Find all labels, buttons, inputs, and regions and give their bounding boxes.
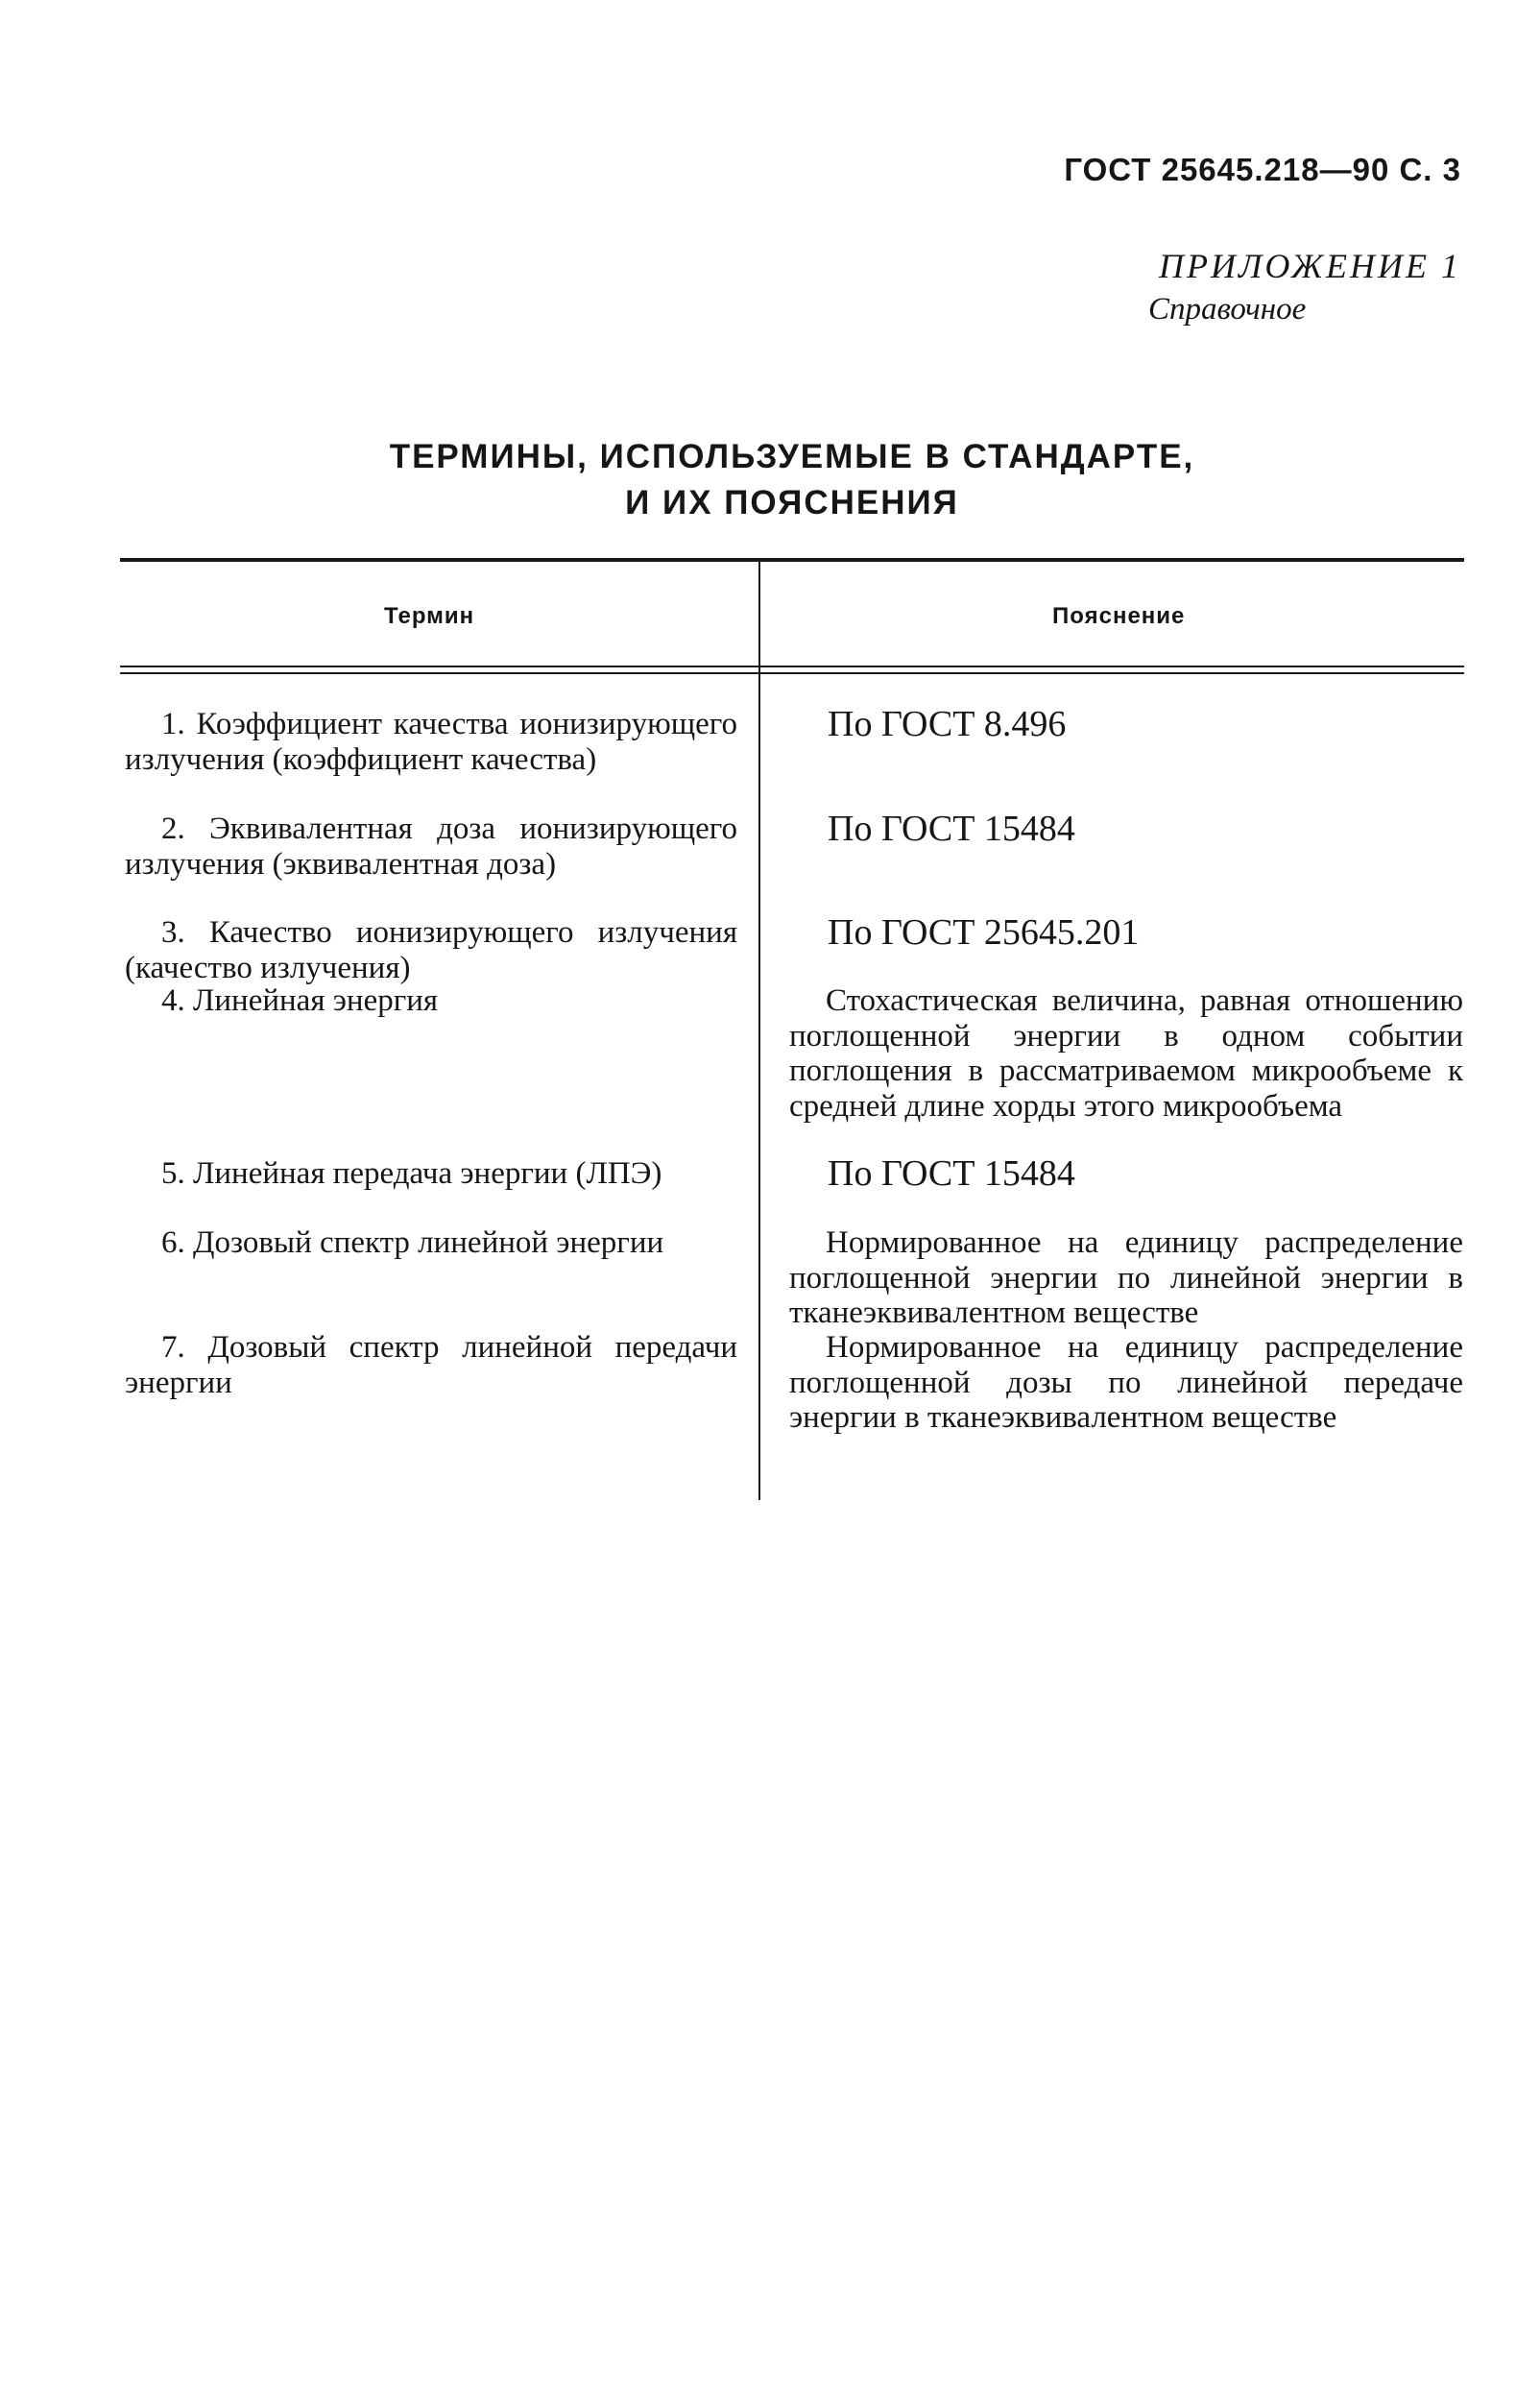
document-title-line-2: И ИХ ПОЯСНЕНИЯ [625,484,959,521]
table-row-explanation: Нормированное на единицу распределение поглощенной энергии по линейной энергии в тканеэквивалентном веществе [789,1225,1463,1330]
table-row-explanation: По ГОСТ 15484 [828,809,1075,849]
table-row-explanation: Стохастическая величина, равная отношению поглощенной энергии в одном событии поглощения в рассматриваемом микрообъеме к средней длине хорды этого микрообъема [789,983,1463,1124]
table-row-term: 3. Качество ионизирующего излучения (качество излучения) [125,915,737,985]
table-row-explanation: По ГОСТ 8.496 [828,704,1067,744]
table-row-explanation: Нормированное на единицу распределение поглощенной дозы по линейной передаче энергии в тканеэквивалентном веществе [789,1330,1463,1435]
header-rule-1 [120,666,1464,667]
document-title [120,434,1464,526]
table-row-explanation: По ГОСТ 25645.201 [828,912,1140,953]
header-rule-2 [120,672,1464,674]
table-row-explanation: По ГОСТ 15484 [828,1153,1075,1194]
table-row-term: 7. Дозовый спектр линейной передачи энергии [125,1330,737,1400]
table-top-rule [120,558,1464,562]
table-row-term: 1. Коэффициент качества ионизирующего излучения (коэффициент качества) [125,707,737,777]
appendix-subtitle: Справочное [1148,292,1307,327]
column-header-term: Термин [384,603,475,629]
table-row-term: 5. Линейная передача энергии (ЛПЭ) [161,1156,662,1191]
page-header-code: ГОСТ 25645.218—90 С. 3 [1064,152,1461,187]
table-column-divider [758,562,760,1500]
column-header-explanation: Пояснение [1052,603,1186,629]
table-row-term: 6. Дозовый спектр линейной энергии [161,1225,664,1260]
appendix-title: ПРИЛОЖЕНИЕ 1 [1159,247,1461,285]
document-title-line-1: ТЕРМИНЫ, ИСПОЛЬЗУЕМЫЕ В СТАНДАРТЕ, [389,438,1195,475]
table-row-term: 2. Эквивалентная доза ионизирующего излучения (эквивалентная доза) [125,811,737,882]
table-row-term: 4. Линейная энергия [161,983,439,1018]
